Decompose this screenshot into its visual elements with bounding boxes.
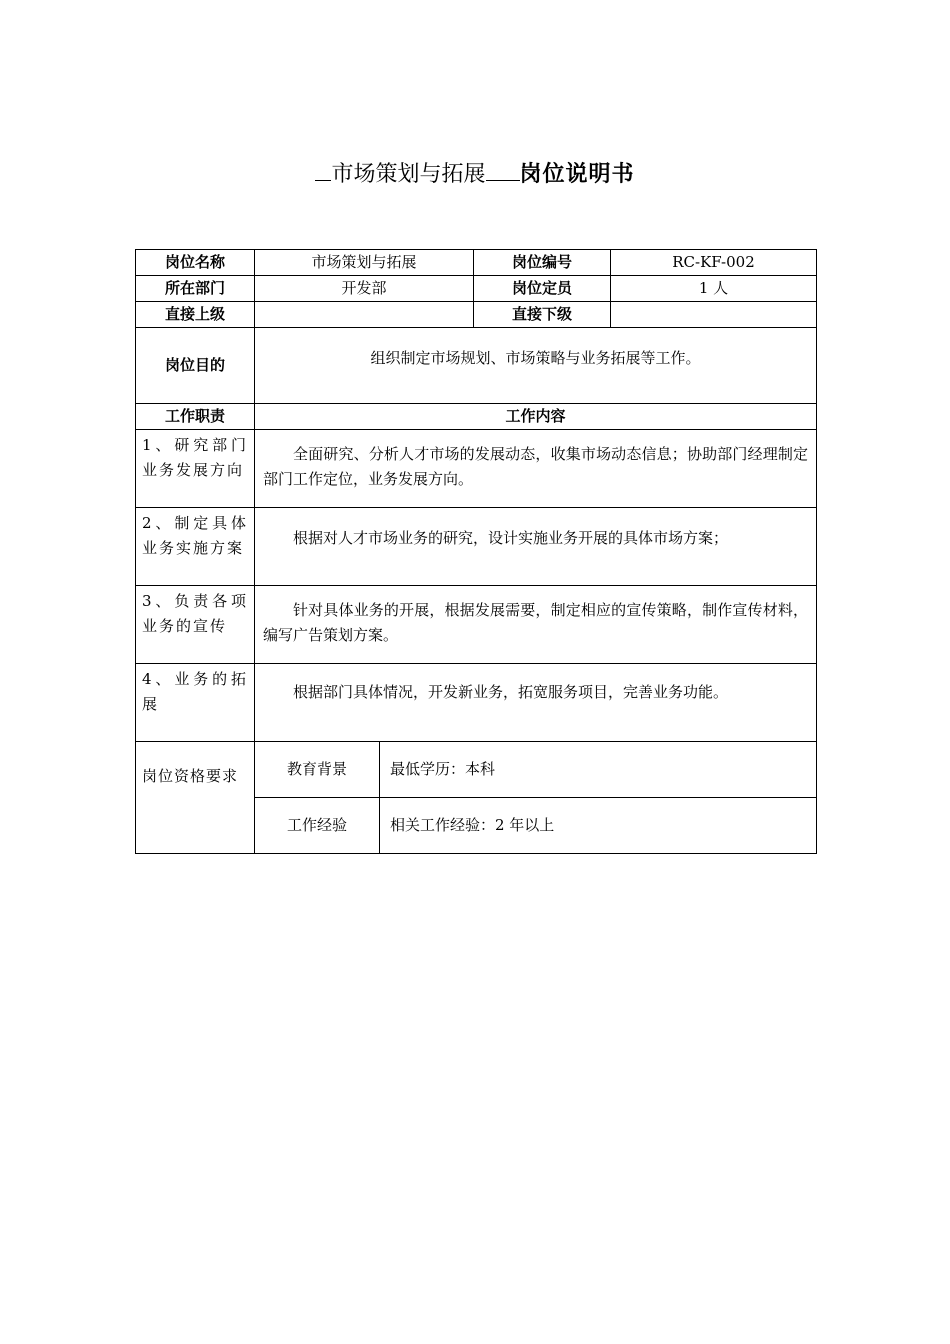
- duty-name: 3、负责各项业务的宣传: [136, 586, 255, 664]
- duties-header-right: 工作内容: [255, 404, 817, 430]
- title-blank-before: [315, 158, 331, 181]
- education-value: 最低学历：本科: [380, 742, 817, 798]
- title-suffix: 岗位说明书: [519, 162, 635, 187]
- position-code-label: 岗位编号: [474, 250, 611, 276]
- duty-content: 针对具体业务的开展，根据发展需要，制定相应的宣传策略，制作宣传材料，编写广告策划方案。: [255, 586, 817, 664]
- duty-content: 全面研究、分析人才市场的发展动态，收集市场动态信息；协助部门经理制定部门工作定位，业务发展方向。: [255, 430, 817, 508]
- superior-value: [255, 302, 474, 328]
- duties-header-left: 工作职责: [136, 404, 255, 430]
- row-duties-header: [136, 404, 817, 430]
- headcount-value: 1 人: [611, 276, 817, 302]
- duty-name: 1、研究部门业务发展方向: [136, 430, 255, 508]
- row-department: [136, 276, 817, 302]
- row-position-name: [136, 250, 817, 276]
- duty-row: [136, 664, 817, 742]
- document-title: [0, 158, 950, 192]
- duty-name: 4、业务的拓展: [136, 664, 255, 742]
- headcount-label: 岗位定员: [474, 276, 611, 302]
- job-description-table: [135, 249, 817, 854]
- department-value: 开发部: [255, 276, 474, 302]
- duty-content: 根据部门具体情况，开发新业务，拓宽服务项目，完善业务功能。: [255, 664, 817, 742]
- title-position-name: 市场策划与拓展: [331, 162, 486, 187]
- department-label: 所在部门: [136, 276, 255, 302]
- qualifications-label: 岗位资格要求: [136, 742, 255, 854]
- position-code-value: RC-KF-002: [611, 250, 817, 276]
- duty-content: 根据对人才市场业务的研究，设计实施业务开展的具体市场方案；: [255, 508, 817, 586]
- duty-name: 2、制定具体业务实施方案: [136, 508, 255, 586]
- row-purpose: [136, 328, 817, 404]
- duty-row: [136, 430, 817, 508]
- subordinate-value: [611, 302, 817, 328]
- superior-label: 直接上级: [136, 302, 255, 328]
- purpose-value: 组织制定市场规划、市场策略与业务拓展等工作。: [255, 328, 817, 404]
- experience-label: 工作经验: [255, 798, 380, 854]
- duty-row: [136, 586, 817, 664]
- position-name-value: 市场策划与拓展: [255, 250, 474, 276]
- subordinate-label: 直接下级: [474, 302, 611, 328]
- duty-row: [136, 508, 817, 586]
- title-blank-after: [486, 158, 520, 181]
- row-superior: [136, 302, 817, 328]
- experience-value: 相关工作经验：2 年以上: [380, 798, 817, 854]
- row-education: [136, 742, 817, 798]
- purpose-label: 岗位目的: [136, 328, 255, 404]
- education-label: 教育背景: [255, 742, 380, 798]
- position-name-label: 岗位名称: [136, 250, 255, 276]
